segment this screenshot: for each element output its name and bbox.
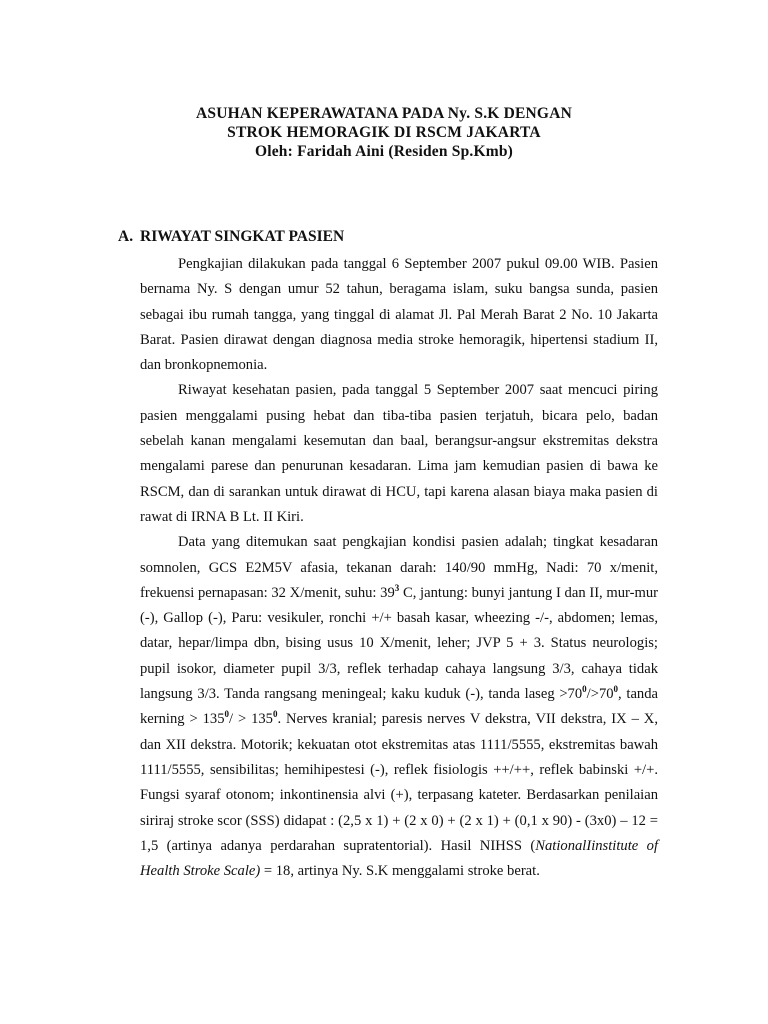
p3-segment: Data yang ditemukan saat pengkajian kondisi pasien adalah; tingkat kesadaran somnolen, GCS E2M5V afasia, tekanan darah: 140/90 mmHg, Nadi: 70 x/menit, frekuensi pernapasan: 32 X/menit, suhu: 39 (140, 534, 658, 601)
superscript: 0 (224, 709, 229, 720)
p3-segment: . Nerves kranial; paresis nerves V dekstra, VII dekstra, IX – X, dan XII dekstra. Motorik; kekuatan otot ekstremitas atas 1111/5555, ekstremitas bawah 1111/5555, sensibilitas; hemihipestesi (-), reflek fisiologis ++/++, reflek babinski +/+. Fungsi syaraf otonom; inkontinensia alvi (+), terpasang kateter. Berdasarkan penilaian siriraj stroke scor (SSS) didapat : (2,5 x 1) + (2 x 0) + (2 x 1) + (0,1 x 90) - (3x0) – 12 = 1,5 (artinya adanya perdarahan supratentorial). Hasil NIHSS ( (140, 711, 658, 854)
paragraph-2: Riwayat kesehatan pasien, pada tanggal 5 September 2007 saat mencuci piring pasien menggalami pusing hebat dan tiba-tiba pasien terjatuh, bicara pelo, badan sebelah kanan mengalami kesemutan dan baal, berangsur-angsur ekstremitas dekstra mengalami parese dan penurunan kesadaran. Lima jam kemudian pasien di bawa ke RSCM, dan di sarankan untuk dirawat di HCU, tapi karena alasan biaya maka pasien di rawat di IRNA B Lt. II Kiri. (140, 382, 658, 525)
title-author: Oleh: Faridah Aini (Residen Sp.Kmb) (254, 143, 514, 160)
paragraph-1: Pengkajian dilakukan pada tanggal 6 September 2007 pukul 09.00 WIB. Pasien bernama Ny. S dengan umur 52 tahun, beragama islam, suku bangsa sunda, pasien sebagai ibu rumah tangga, yang tinggal di alamat Jl. Pal Merah Barat 2 No. 10 Jakarta Barat. Pasien dirawat dengan diagnosa media stroke hemoragik, hipertensi stadium II, dan bronkopnemonia. (140, 256, 658, 374)
document-title (0, 104, 768, 161)
p3-segment: = 18, artinya Ny. S.K menggalami stroke berat. (260, 863, 540, 880)
section-letter: A. (118, 228, 134, 245)
section-a-heading (118, 228, 344, 246)
section-heading-text: RIWAYAT SINGKAT PASIEN (140, 228, 345, 245)
p3-segment: C, jantung: bunyi jantung I dan II, mur-mur (-), Gallop (-), Paru: vesikuler, ronchi +/+ basah kasar, wheezing -/-, abdomen; lemas, datar, hepar/limpa dbn, bising usus 10 X/menit, leher; JVP 5 + 3. Status neurologis; pupil isokor, diameter pupil 3/3, reflek terhadap cahaya langsung 3/3, cahaya tidak langsung 3/3. Tanda rangsang meningeal; kaku kuduk (-), tanda laseg >70 (140, 584, 658, 703)
superscript: 3 (394, 583, 400, 593)
superscript: 0 (272, 709, 278, 720)
superscript: 0 (613, 684, 619, 695)
p3-italic: NationalIinstitute of Health Stroke Scale) (140, 837, 659, 880)
paragraph-3 (140, 530, 658, 884)
p3-segment: />70 (586, 686, 614, 703)
superscript: 0 (582, 684, 587, 695)
p3-segment: / > 135 (229, 711, 273, 728)
title-line-1: ASUHAN KEPERAWATANA PADA Ny. S.K DENGAN (196, 105, 572, 122)
p3-segment: , tanda kerning > 135 (140, 686, 658, 728)
section-a-body (140, 252, 658, 884)
title-line-2: STROK HEMORAGIK DI RSCM JAKARTA (227, 124, 541, 141)
